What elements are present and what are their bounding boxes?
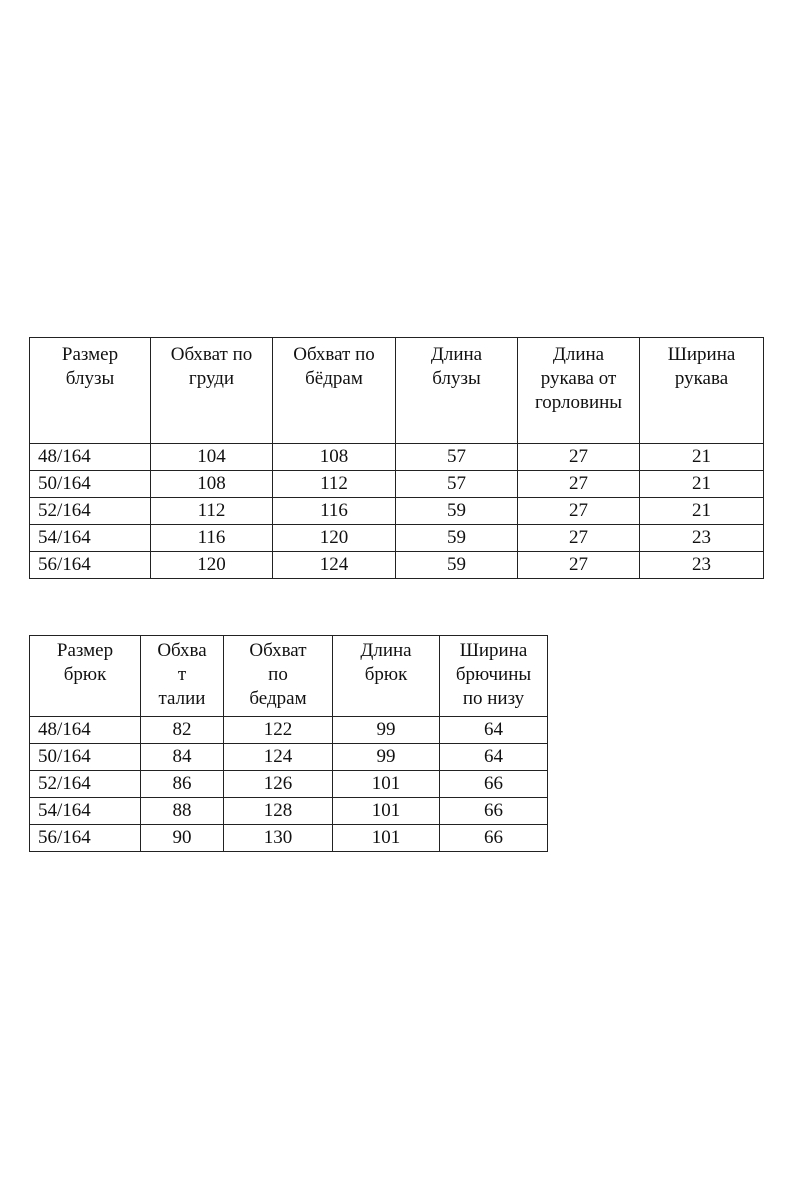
table-cell: 101 (333, 798, 440, 825)
table-cell: 101 (333, 825, 440, 852)
table-cell: 27 (518, 498, 640, 525)
blouse-header-sleeve-width: Ширина рукава (640, 338, 764, 444)
table-cell: 90 (141, 825, 224, 852)
table-cell: 23 (640, 525, 764, 552)
trousers-header-row (30, 636, 548, 717)
table-cell: 57 (396, 471, 518, 498)
table-cell: 130 (224, 825, 333, 852)
table-cell: 108 (151, 471, 273, 498)
table-cell: 52/164 (30, 771, 141, 798)
table-cell: 59 (396, 498, 518, 525)
table-cell: 84 (141, 744, 224, 771)
table-row (30, 525, 764, 552)
table-cell: 99 (333, 744, 440, 771)
table-cell: 64 (440, 717, 548, 744)
blouse-header-sleeve-length: Длина рукава от горловины (518, 338, 640, 444)
table-cell: 54/164 (30, 798, 141, 825)
trousers-header-length: Длина брюк (333, 636, 440, 717)
table-row (30, 771, 548, 798)
table-cell: 116 (151, 525, 273, 552)
table-row (30, 498, 764, 525)
table-cell: 54/164 (30, 525, 151, 552)
table-cell: 82 (141, 717, 224, 744)
blouse-size-table (29, 337, 764, 579)
table-cell: 56/164 (30, 552, 151, 579)
table-cell: 112 (151, 498, 273, 525)
table-cell: 21 (640, 471, 764, 498)
table-cell: 120 (151, 552, 273, 579)
table-cell: 104 (151, 444, 273, 471)
table-cell: 124 (273, 552, 396, 579)
table-row (30, 471, 764, 498)
table-cell: 52/164 (30, 498, 151, 525)
trousers-header-waist: Обхва т талии (141, 636, 224, 717)
blouse-header-hips: Обхват по бёдрам (273, 338, 396, 444)
blouse-header-row (30, 338, 764, 444)
table-row (30, 444, 764, 471)
table-cell: 126 (224, 771, 333, 798)
table-cell: 64 (440, 744, 548, 771)
table-cell: 56/164 (30, 825, 141, 852)
table-cell: 122 (224, 717, 333, 744)
table-cell: 59 (396, 525, 518, 552)
table-cell: 21 (640, 444, 764, 471)
table-row (30, 825, 548, 852)
table-cell: 66 (440, 825, 548, 852)
table-cell: 124 (224, 744, 333, 771)
table-cell: 112 (273, 471, 396, 498)
table-row (30, 798, 548, 825)
blouse-header-chest: Обхват по груди (151, 338, 273, 444)
table-cell: 27 (518, 525, 640, 552)
trousers-header-hips: Обхват по бедрам (224, 636, 333, 717)
table-cell: 50/164 (30, 471, 151, 498)
table-cell: 101 (333, 771, 440, 798)
table-cell: 27 (518, 471, 640, 498)
table-cell: 50/164 (30, 744, 141, 771)
table-cell: 27 (518, 552, 640, 579)
table-cell: 57 (396, 444, 518, 471)
table-cell: 66 (440, 798, 548, 825)
table-row (30, 552, 764, 579)
table-cell: 99 (333, 717, 440, 744)
table-row (30, 717, 548, 744)
trousers-header-leg-width: Ширина брючины по низу (440, 636, 548, 717)
table-cell: 108 (273, 444, 396, 471)
table-cell: 88 (141, 798, 224, 825)
table-cell: 66 (440, 771, 548, 798)
table-cell: 116 (273, 498, 396, 525)
trousers-header-size: Размер брюк (30, 636, 141, 717)
table-cell: 27 (518, 444, 640, 471)
table-cell: 59 (396, 552, 518, 579)
table-cell: 23 (640, 552, 764, 579)
table-row (30, 744, 548, 771)
table-cell: 86 (141, 771, 224, 798)
trousers-size-table (29, 635, 548, 852)
blouse-header-length: Длина блузы (396, 338, 518, 444)
table-cell: 21 (640, 498, 764, 525)
table-cell: 48/164 (30, 444, 151, 471)
table-cell: 48/164 (30, 717, 141, 744)
table-cell: 128 (224, 798, 333, 825)
table-cell: 120 (273, 525, 396, 552)
blouse-header-size: Размер блузы (30, 338, 151, 444)
